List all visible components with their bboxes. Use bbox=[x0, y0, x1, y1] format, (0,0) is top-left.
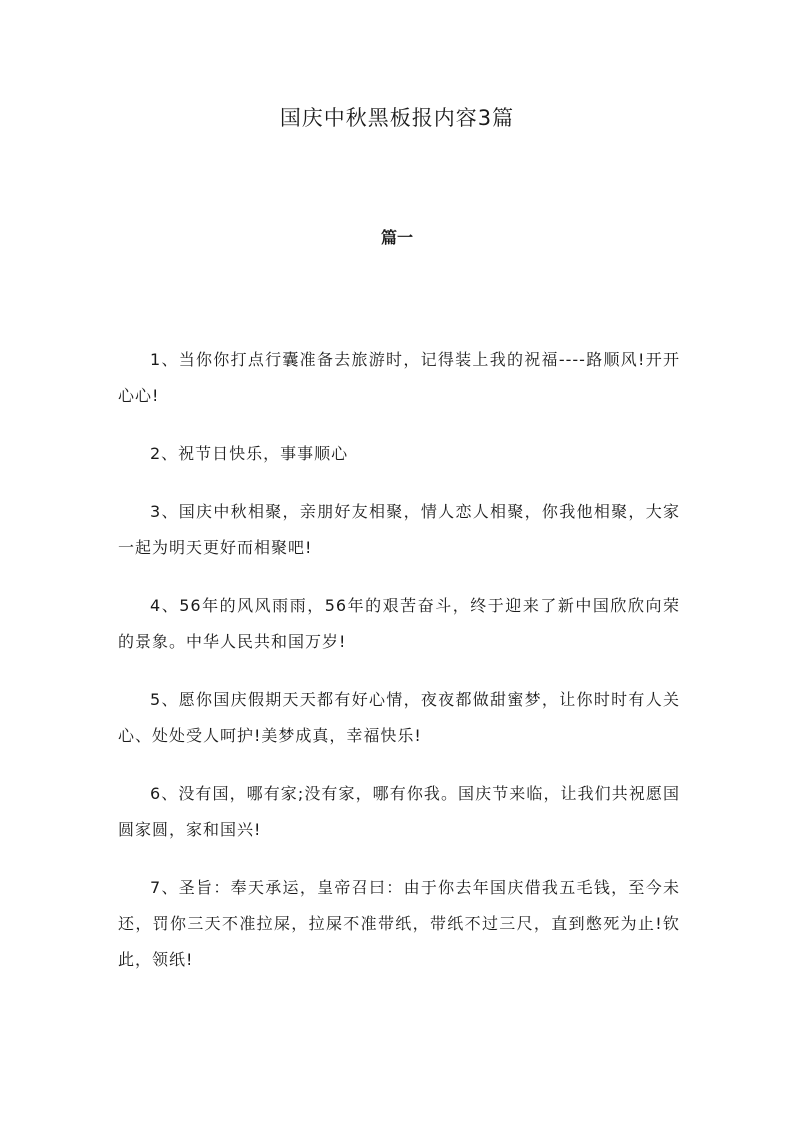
list-item: 4、56年的风风雨雨，56年的艰苦奋斗，终于迎来了新中国欣欣向荣的景象。中华人民共和国万岁! bbox=[118, 596, 680, 651]
list-item: 3、国庆中秋相聚，亲朋好友相聚，情人恋人相聚，你我他相聚，大家一起为明天更好而相聚吧! bbox=[118, 502, 680, 557]
list-item: 5、愿你国庆假期天天都有好心情，夜夜都做甜蜜梦，让你时时有人关心、处处受人呵护!美梦成真，幸福快乐! bbox=[118, 690, 680, 745]
list-item: 6、没有国，哪有家;没有家，哪有你我。国庆节来临，让我们共祝愿国圆家圆，家和国兴! bbox=[118, 784, 680, 839]
document-title: 国庆中秋黑板报内容3篇 bbox=[279, 106, 515, 130]
section-heading: 篇一 bbox=[380, 228, 413, 247]
list-item: 2、祝节日快乐，事事顺心 bbox=[150, 444, 349, 463]
entry-list bbox=[118, 342, 680, 1000]
list-item: 1、当你你打点行囊准备去旅游时，记得装上我的祝福----路顺风!开开心心! bbox=[118, 350, 680, 405]
list-item: 7、圣旨：奉天承运，皇帝召曰：由于你去年国庆借我五毛钱，至今未还，罚你三天不准拉屎，拉屎不准带纸，带纸不过三尺，直到憋死为止!钦此，领纸! bbox=[118, 878, 680, 969]
